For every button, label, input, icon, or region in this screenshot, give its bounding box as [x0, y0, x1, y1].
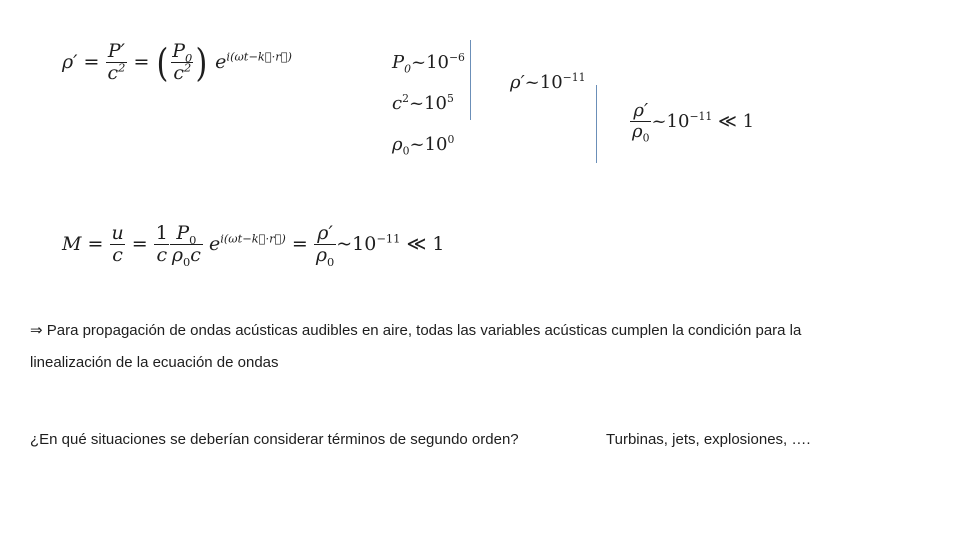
conclusion-text-line-1: ⇒ Para propagación de ondas acústicas audibles en aire, todas las variables acústicas cumplen la condición para la — [30, 322, 802, 339]
equals-sign: = — [83, 50, 100, 73]
one-over-c-fraction: $\frac{1}{c}$ — [155, 222, 168, 266]
fraction-denominator: $c^2$ — [107, 60, 126, 84]
fraction-numerator: $P_0$ — [172, 40, 193, 65]
rho-prime-over-rho0-fraction: $\frac{\rho'}{\rho_0}$ — [315, 222, 335, 269]
conclusion-text-line-2: linealización de la ecuación de ondas — [30, 354, 279, 371]
rho0-order-of-magnitude: $\rho_0\sim 10^0$ — [392, 133, 455, 158]
rho-prime-definition-equation: ρ′ = $\frac{P'}{c^2}$ = ( $\frac{P_0}{c^2}$ ) $e^{i(\omega t-k⃗\cdot r⃗)}$ — [62, 40, 293, 85]
density-ratio-order-of-magnitude: $\frac{\rho'}{\rho_0}$ $\sim 10^{-11}$ ≪ 1 — [632, 100, 755, 145]
mach-number-equation: M = $\frac{u}{c}$ = $\frac{1}{c}$ $\frac{P_0}{\rho_0c}$ $e^{i(\omega t-k⃗\cdot r⃗)}$ = $\frac{\rho'}{\rho_0}$ $\sim 10^{-11}$ ≪ 1 — [62, 222, 445, 269]
p0-order-of-magnitude: $P_0\sim 10^{-6}$ — [392, 51, 465, 76]
pressure-over-c2-fraction — [106, 42, 128, 84]
question-text: ¿En qué situaciones se deberían considerar términos de segundo orden? — [30, 431, 519, 448]
rho-prime-order-of-magnitude: $\rho'\sim 10^{-11}$ — [510, 71, 586, 93]
exponential-term: $e^{i(\omega t-k⃗\cdot r⃗)}$ — [208, 231, 286, 255]
rho-prime-symbol: ρ′ — [62, 50, 78, 73]
p0-over-c2-fraction — [170, 42, 194, 84]
p0-over-rho0c-fraction: $\frac{P_0}{\rho_0c}$ — [171, 222, 201, 269]
mach-symbol: M — [62, 232, 82, 255]
fraction-numerator: P′ — [107, 40, 125, 62]
bracket-divider — [596, 85, 597, 163]
fraction-denominator: $c^2$ — [173, 60, 192, 84]
answer-text: Turbinas, jets, explosiones, …. — [606, 431, 811, 448]
equals-sign: = — [133, 50, 150, 73]
c2-order-of-magnitude: $c^2\sim 10^5$ — [392, 92, 454, 114]
u-over-c-fraction: $\frac{u}{c}$ — [111, 222, 124, 266]
density-ratio-fraction: $\frac{\rho'}{\rho_0}$ — [632, 100, 650, 145]
bracket-divider — [470, 40, 471, 120]
exponential-term: $e^{i(\omega t-k⃗\cdot r⃗)}$ — [215, 49, 293, 73]
